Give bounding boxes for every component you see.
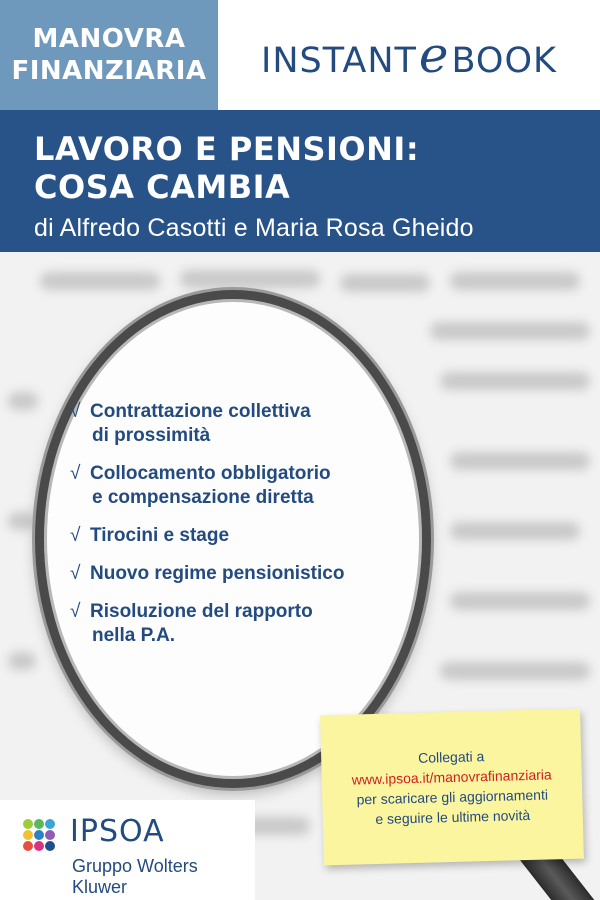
sticky-line1: Collegati a xyxy=(417,748,485,766)
check-icon: √ xyxy=(70,401,81,422)
topic-line1: Collocamento obbligatorio xyxy=(90,463,331,484)
check-icon: √ xyxy=(70,525,81,546)
publisher-logo xyxy=(0,800,255,900)
list-item xyxy=(70,524,344,548)
list-item xyxy=(70,400,344,448)
category-line1: MANOVRA xyxy=(32,24,186,54)
book-authors: di Alfredo Casotti e Maria Rosa Gheido xyxy=(34,214,474,242)
check-icon: √ xyxy=(70,601,81,622)
sticky-url-link[interactable]: www.ipsoa.it/manovrafinanziaria xyxy=(351,766,552,788)
list-item xyxy=(70,462,344,510)
topic-line1: Risoluzione del rapporto xyxy=(90,601,313,622)
book-title-line1: LAVORO E PENSIONI: xyxy=(34,130,420,168)
category-box xyxy=(0,0,218,110)
topic-line2: nella P.A. xyxy=(92,625,176,646)
colored-dot-grid-icon xyxy=(22,818,62,858)
check-icon: √ xyxy=(70,563,81,584)
topic-line1: Nuovo regime pensionistico xyxy=(90,563,345,584)
publisher-subtitle: Gruppo Wolters Kluwer xyxy=(72,856,198,897)
sticky-line3: per scaricare gli aggiornamenti xyxy=(356,786,549,808)
series-brand xyxy=(261,25,557,84)
check-icon: √ xyxy=(70,463,81,484)
topic-list xyxy=(70,400,344,662)
list-item xyxy=(70,562,344,586)
category-line2: FINANZIARIA xyxy=(11,56,207,86)
brand-e: e xyxy=(418,25,450,84)
topic-line1: Contrattazione collettiva xyxy=(90,401,311,422)
list-item xyxy=(70,600,344,648)
title-band xyxy=(0,110,600,252)
brand-part2: BOOK xyxy=(451,40,557,81)
book-title xyxy=(34,130,419,206)
topic-line1: Tirocini e stage xyxy=(90,525,230,546)
topic-line2: di prossimità xyxy=(92,425,211,446)
topic-line2: e compensazione diretta xyxy=(92,487,314,508)
sticky-note xyxy=(320,709,584,866)
brand-part1: INSTANT xyxy=(261,40,417,81)
series-brand-box xyxy=(218,0,600,110)
sticky-line4: e seguire le ultime novità xyxy=(375,806,531,828)
book-title-line2: COSA CAMBIA xyxy=(34,168,291,206)
publisher-name: IPSOA xyxy=(70,814,165,849)
